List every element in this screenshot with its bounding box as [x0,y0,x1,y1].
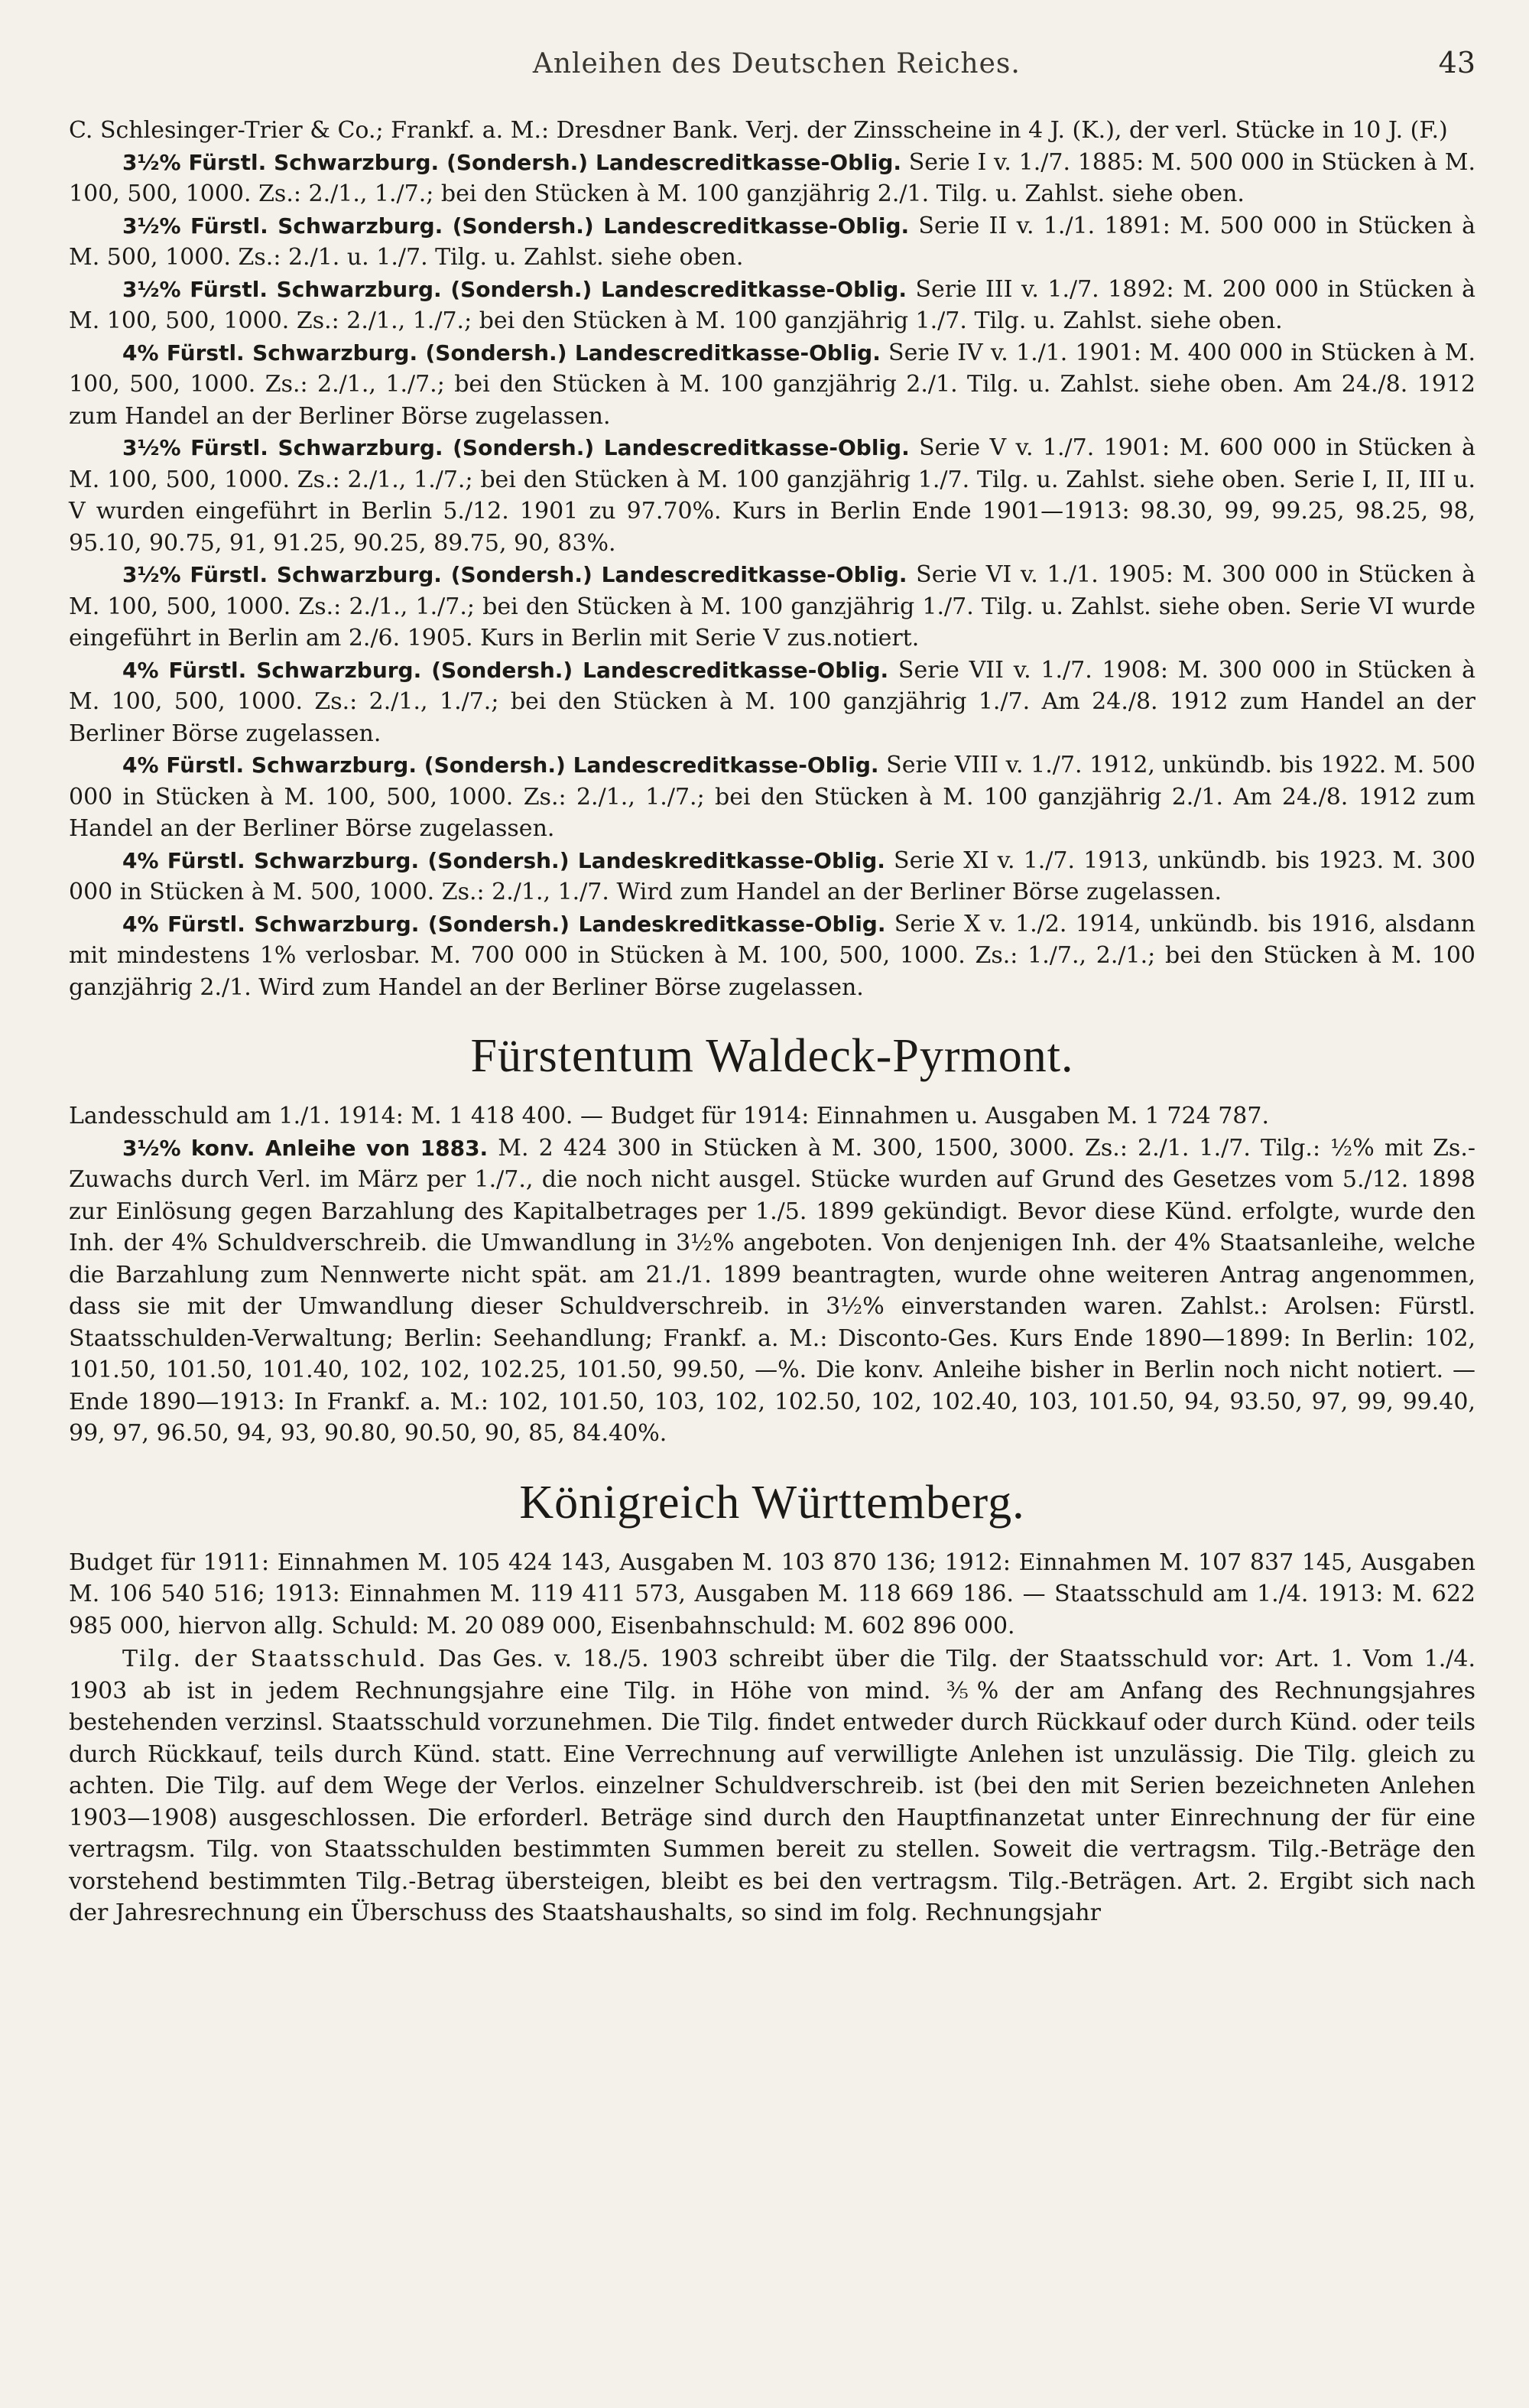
bond-entry-serie-1 [69,147,1475,210]
tilg-label: Tilg. der Staatsschuld. [122,1646,427,1672]
bond-entry-serie-7 [69,655,1475,750]
bond-entry-serie-6 [69,559,1475,655]
page-number: 43 [1438,46,1475,80]
page-header [69,46,1475,99]
bond-details: Serie I v. 1./7. 1885: M. 500 000 in Stücken à M. 100, 500, 1000. Zs.: 2./1., 1./7.; bei den Stücken à M. 100 ganzjährig 2./1. Tilg. u. Zahlst. siehe oben. [69,148,1476,207]
bond-title: 3½% Fürstl. Schwarzburg. (Sondersh.) Landescreditkasse-Oblig. [122,435,910,460]
bond-entry-serie-11 [69,845,1475,908]
bond-entry-serie-10 [69,908,1475,1004]
bond-entry-serie-3 [69,274,1475,337]
bond-entry-serie-2 [69,210,1475,274]
bond-title: 3½% Fürstl. Schwarzburg. (Sondersh.) Landescreditkasse-Oblig. [122,149,902,175]
wuerttemberg-tilg-paragraph [69,1643,1475,1929]
bond-details: Serie III v. 1./7. 1892: M. 200 000 in Stücken à M. 100, 500, 1000. Zs.: 2./1., 1./7.; bei den Stücken à M. 100 ganzjährig 1./7. Tilg. u. Zahlst. siehe oben. [69,275,1475,334]
bond-title: 3½% Fürstl. Schwarzburg. (Sondersh.) Landescreditkasse-Oblig. [122,276,907,302]
bond-entry-serie-4 [69,337,1475,433]
waldeck-debt-line: Landesschuld am 1./1. 1914: M. 1 418 400. — Budget für 1914: Einnahmen u. Ausgaben M. 1 724 787. [69,1103,1269,1129]
bond-title: 3½% Fürstl. Schwarzburg. (Sondersh.) Landescreditkasse-Oblig. [122,213,910,239]
bond-title: 4% Fürstl. Schwarzburg. (Sondersh.) Landeskreditkasse-Oblig. [122,847,885,873]
bond-title: 4% Fürstl. Schwarzburg. (Sondersh.) Landescreditkasse-Oblig. [122,657,889,683]
tilg-text: Das Ges. v. 18./5. 1903 schreibt über die Tilg. der Staatsschuld vor: Art. 1. Vom 1./4. 1903 ab ist in jedem Rechnungsjahre eine Tilg. in Höhe von mind. ⅗% der am Anfang des Rechnungsjahres bestehenden verzinsl. Staatsschuld vorzunehmen. Die Tilg. findet entweder durch Rückkauf oder durch Künd. oder teils durch Rückkauf, teils durch Künd. statt. Eine Verrechnung auf verwilligte Anlehen ist unzulässig. Die Tilg. gleich zu achten. Die Tilg. auf dem Wege der Verlos. einzelner Schuldverschreib. ist (bei den mit Serien bezeichneten Anlehen 1903—1908) ausgeschlossen. Die erforderl. Beträge sind durch den Hauptfinanzetat unter Einrechnung der für eine vertragsm. Tilg. von Staatsschulden bestimmten Summen bereit zu stellen. Soweit die vertragsm. Tilg.-Beträge den vorstehend bestimmten Tilg.-Betrag übersteigen, bleibt es bei den vertragsm. Tilg.-Beträgen. Art. 2. Ergibt sich nach der Jahresrechnung ein Überschuss des Staatshaushalts, so sind im folg. Rechnungsjahr [69,1646,1475,1926]
bond-entry-serie-5 [69,432,1475,559]
bond-details: Serie II v. 1./1. 1891: M. 500 000 in Stücken à M. 500, 1000. Zs.: 2./1. u. 1./7. Tilg. u. Zahlst. siehe oben. [69,212,1476,271]
section-heading-waldeck: Fürstentum Waldeck-Pyrmont. [470,1030,1074,1082]
running-title: Anleihen des Deutschen Reiches. [532,48,1021,80]
bond-details: Serie V v. 1./7. 1901: M. 600 000 in Stücken à M. 100, 500, 1000. Zs.: 2./1., 1./7.; bei den Stücken à M. 100 ganzjährig 1./7. Tilg. u. Zahlst. siehe oben. Serie I, II, III u. V wurden eingeführt in Berlin 5./12. 1901 zu 97.70%. Kurs in Berlin Ende 1901—1913: 98.30, 99, 99.25, 98.25, 98, 95.10, 90.75, 91, 91.25, 90.25, 89.75, 90, 83%. [69,434,1476,557]
bond-title: 4% Fürstl. Schwarzburg. (Sondersh.) Landescreditkasse-Oblig. [122,340,881,366]
section-heading-wuerttemberg: Königreich Württemberg. [519,1476,1025,1529]
bond-details: Serie XI v. 1./7. 1913, unkündb. bis 1923. M. 300 000 in Stücken à M. 500, 1000. Zs.: 2./1., 1./7. Wird zum Handel an der Berliner Börse zugelassen. [69,847,1475,905]
bond-details: M. 2 424 300 in Stücken à M. 300, 1500, 3000. Zs.: 2./1. 1./7. Tilg.: ½% mit Zs.-Zuwachs durch Verl. im März per 1./7., die noch nicht ausgel. Stücke wurden auf Grund des Gesetzes vom 5./12. 1898 zur Einlösung gegen Barzahlung des Kapitalbetrages per 1./5. 1899 gekündigt. Bevor diese Künd. erfolgte, wurde den Inh. der 4% Schuldverschreib. die Umwandlung in 3½% angeboten. Von denjenigen Inh. der 4% Staatsanleihe, welche die Barzahlung zum Nennwerte nicht spät. am 21./1. 1899 beantragten, wurde ohne weiteren Antrag angenommen, dass sie mit der Umwandlung dieser Schuldverschreib. in 3½% einverstanden waren. Zahlst.: Arolsen: Fürstl. Staatsschulden-Verwaltung; Berlin: Seehandlung; Frankf. a. M.: Disconto-Ges. Kurs Ende 1890—1899: In Berlin: 102, 101.50, 101.50, 101.40, 102, 102, 102.25, 101.50, 99.50, —%. Die konv. Anleihe bisher in Berlin noch nicht notiert. — Ende 1890—1913: In Frankf. a. M.: 102, 101.50, 103, 102, 102.50, 102, 102.40, 103, 101.50, 94, 93.50, 97, 99, 99.40, 99, 97, 96.50, 94, 93, 90.80, 90.50, 90, 85, 84.40%. [69,1134,1475,1447]
schwarzburg-intro: C. Schlesinger-Trier & Co.; Frankf. a. M.: Dresdner Bank. Verj. der Zinsscheine in 4 J. (K.), der verl. Stücke in 10 J. (F.) [69,117,1448,144]
bond-title: 4% Fürstl. Schwarzburg. (Sondersh.) Landescreditkasse-Oblig. [122,752,879,778]
bond-details: Serie VIII v. 1./7. 1912, unkündb. bis 1922. M. 500 000 in Stücken à M. 100, 500, 1000. Zs.: 2./1., 1./7.; bei den Stücken à M. 100 ganzjährig 2./1. Am 24./8. 1912 zum Handel an der Berliner Börse zugelassen. [69,752,1475,842]
bond-details: Serie VI v. 1./1. 1905: M. 300 000 in Stücken à M. 100, 500, 1000. Zs.: 2./1., 1./7.; bei den Stücken à M. 100 ganzjährig 1./7. Tilg. u. Zahlst. siehe oben. Serie VI wurde eingeführt in Berlin am 2./6. 1905. Kurs in Berlin mit Serie V zus.notiert. [69,561,1476,652]
bond-title: 3½% Fürstl. Schwarzburg. (Sondersh.) Landescreditkasse-Oblig. [122,562,907,587]
waldeck-bond-entry [69,1133,1475,1450]
bond-details: Serie VII v. 1./7. 1908: M. 300 000 in Stücken à M. 100, 500, 1000. Zs.: 2./1., 1./7.; bei den Stücken à M. 100 ganzjährig 1./7. Am 24./8. 1912 zum Handel an der Berliner Börse zugelassen. [69,656,1475,747]
bond-details: Serie IV v. 1./1. 1901: M. 400 000 in Stücken à M. 100, 500, 1000. Zs.: 2./1., 1./7.; bei den Stücken à M. 100 ganzjährig 2./1. Tilg. u. Zahlst. siehe oben. Am 24./8. 1912 zum Handel an der Berliner Börse zugelassen. [69,339,1476,430]
bond-details: Serie X v. 1./2. 1914, unkündb. bis 1916, alsdann mit mindestens 1% verlosbar. M. 700 000 in Stücken à M. 100, 500, 1000. Zs.: 1./7., 2./1.; bei den Stücken à M. 100 ganzjährig 2./1. Wird zum Handel an der Berliner Börse zugelassen. [69,910,1476,1001]
bond-entry-serie-8 [69,749,1475,845]
wuerttemberg-budget: Budget für 1911: Einnahmen M. 105 424 143, Ausgaben M. 103 870 136; 1912: Einnahmen M. 107 837 145, Ausgaben M. 106 540 516; 1913: Einnahmen M. 119 411 573, Ausgaben M. 118 669 186. — Staatsschuld am 1./4. 1913: M. 622 985 000, hiervon allg. Schuld: M. 20 089 000, Eisenbahnschuld: M. 602 896 000. [69,1548,1475,1639]
bond-title: 3½% konv. Anleihe von 1883. [122,1135,489,1161]
bond-title: 4% Fürstl. Schwarzburg. (Sondersh.) Landeskreditkasse-Oblig. [122,911,886,937]
